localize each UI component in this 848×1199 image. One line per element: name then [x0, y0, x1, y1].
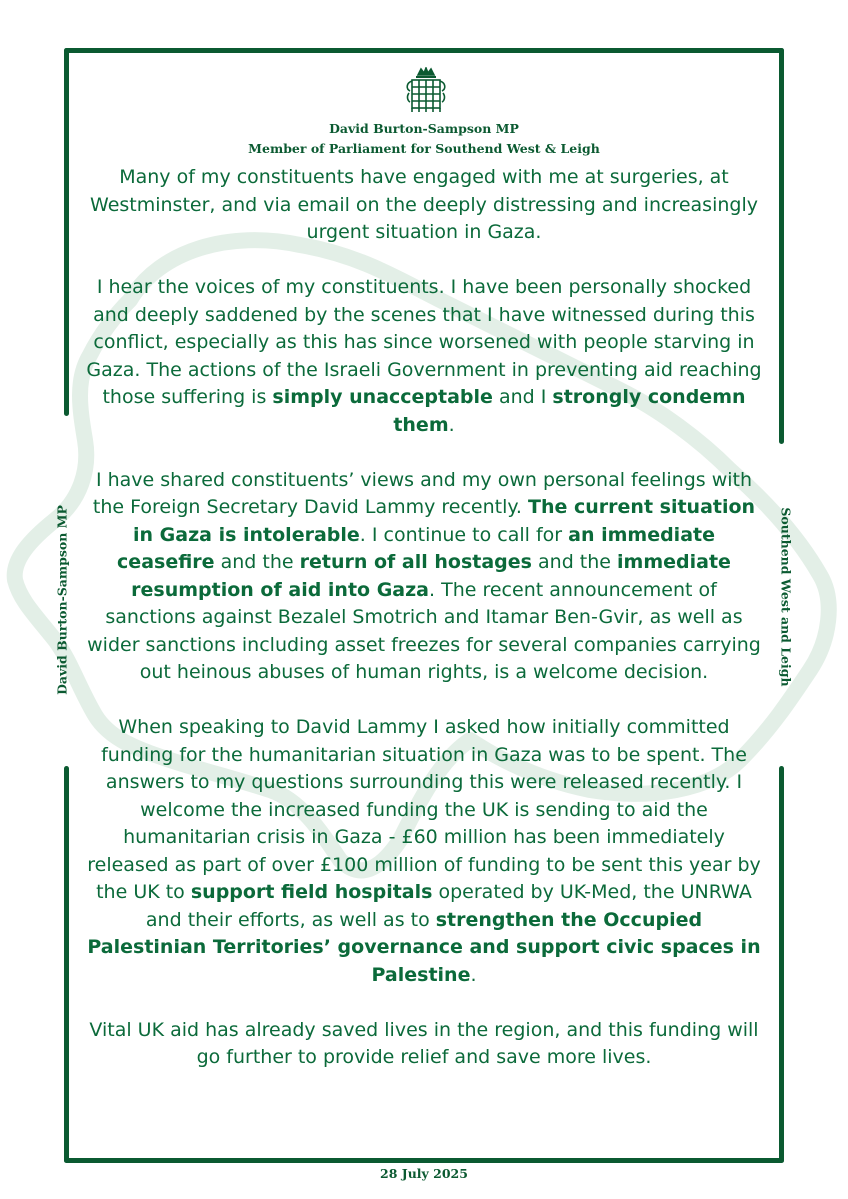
- body-text: . The recent announcement of sanctions against Bezalel Smotrich and Itamar Ben-Gvir, as well as wider sanctions including asset freezes for several companies carrying out heinous abuses of human rights, is a welcome decision.: [87, 578, 761, 683]
- body-text: and the: [214, 551, 300, 573]
- frame-right-upper: [779, 48, 784, 444]
- emphasis-text: strongly condemn them: [393, 386, 746, 436]
- emphasis-text: immediate resumption of aid into Gaza: [131, 551, 731, 601]
- body-text: Many of my constituents have engaged with me at surgeries, at Westminster, and via email on the deeply distressing and increasingly urgent situation in Gaza.: [90, 166, 758, 243]
- emphasis-text: simply unacceptable: [272, 386, 493, 408]
- emphasis-text: support field hospitals: [190, 881, 433, 903]
- body-text: When speaking to David Lammy I asked how initially committed funding for the humanitarian situation in Gaza was to be spent. The answers to my questions surrounding this were released recently. I welcome the increased funding the UK is sending to aid the humanitarian crisis in Gaza - £60 million has been immediately released as part of over £100 million of funding to be sent this year by the UK to: [87, 716, 761, 903]
- mp-name: David Burton-Sampson MP: [329, 121, 519, 136]
- emphasis-text: The current situation in Gaza is intolerable: [133, 496, 756, 546]
- frame-right-lower: [779, 766, 784, 1163]
- letter-paragraph: [86, 714, 762, 989]
- body-text: I have shared constituents’ views and my own personal feelings with the Foreign Secretary David Lammy recently.: [92, 468, 753, 518]
- body-text: . I continue to call for: [359, 523, 569, 546]
- frame-left-upper: [64, 48, 69, 416]
- body-text: operated by UK-Med, the UNRWA and their efforts, as well as to: [145, 881, 752, 931]
- frame-bottom: [64, 1158, 784, 1163]
- constituency-subtitle: Member of Parliament for Southend West & Leigh: [248, 141, 600, 156]
- emphasis-text: return of all hostages: [299, 551, 532, 573]
- portcullis-icon: [404, 67, 448, 117]
- frame-left-lower: [64, 766, 69, 1163]
- body-text: Vital UK aid has already saved lives in the region, and this funding will go further to provide relief and save more lives.: [89, 1018, 759, 1068]
- body-text: and I: [492, 386, 553, 408]
- letter-paragraph: [86, 467, 762, 687]
- side-label-left: David Burton-Sampson MP: [54, 505, 70, 695]
- body-text: .: [470, 963, 477, 986]
- letter-paragraph: [86, 274, 762, 439]
- letter-paragraph: [86, 164, 762, 247]
- body-text: I hear the voices of my constituents. I have been personally shocked and deeply saddened by the scenes that I have witnessed during this conflict, especially as this has since worsened with people starving in Gaza. The actions of the Israeli Government in preventing aid reaching those suffering is: [86, 276, 762, 408]
- side-label-right: Southend West and Leigh: [778, 507, 794, 687]
- letter-paragraph: [86, 1017, 762, 1072]
- body-text: .: [448, 413, 455, 436]
- emphasis-text: strengthen the Occupied Palestinian Territories’ governance and support civic spaces in Palestine: [87, 908, 761, 986]
- emphasis-text: an immediate ceasefire: [117, 523, 715, 573]
- letter-body: [86, 164, 762, 1099]
- frame-top: [64, 48, 784, 53]
- body-text: and the: [531, 551, 618, 573]
- letter-date: 28 July 2025: [380, 1166, 468, 1181]
